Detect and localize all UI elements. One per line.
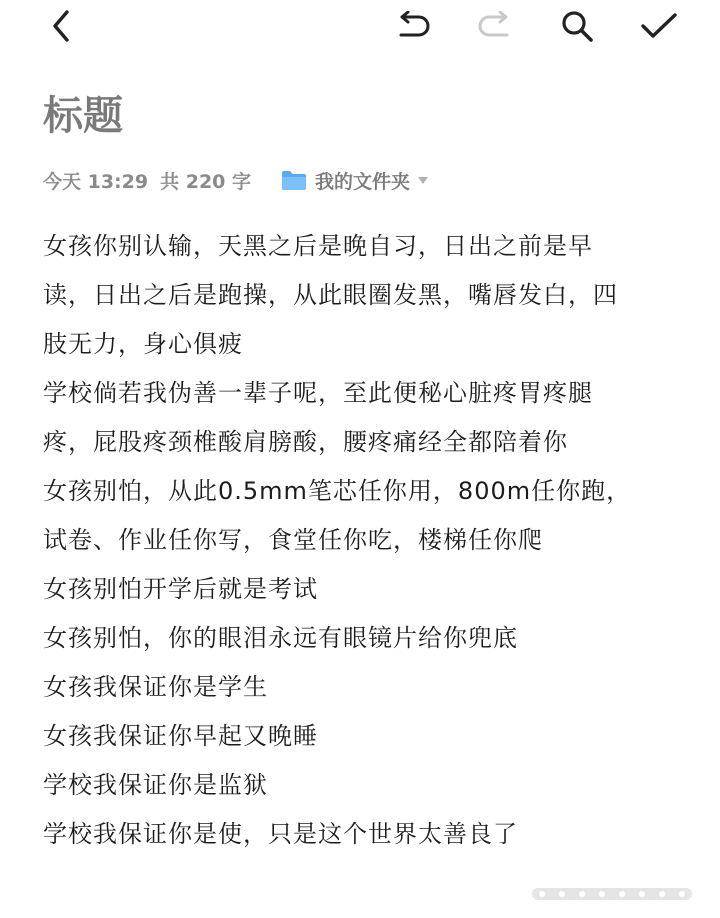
note-line: 女孩我保证你早起又晚睡 — [43, 722, 318, 750]
back-button[interactable] — [41, 6, 81, 46]
note-time: 今天 13:29 — [43, 170, 149, 193]
note-line: 女孩你别认输，天黑之后是晚自习，日出之前是早 — [43, 232, 593, 260]
note-line: 女孩别怕，你的眼泪永远有眼镜片给你兜底 — [43, 624, 518, 652]
note-line: 女孩别怕，从此0.5mm笔芯任你用，800m任你跑， — [43, 477, 632, 505]
note-body[interactable] — [43, 222, 683, 859]
note-line: 学校我保证你是使，只是这个世界太善良了 — [43, 820, 518, 848]
note-title[interactable]: 标题 — [43, 93, 123, 139]
note-meta — [43, 164, 428, 196]
chevron-left-icon — [50, 9, 72, 43]
note-line: 女孩别怕开学后就是考试 — [43, 575, 318, 603]
chevron-down-icon — [418, 177, 428, 184]
done-button[interactable] — [639, 6, 679, 46]
note-line: 肢无力，身心俱疲 — [43, 330, 243, 358]
note-line: 女孩我保证你是学生 — [43, 673, 268, 701]
watermark-dots-icon — [532, 884, 702, 904]
undo-icon — [395, 11, 431, 41]
word-count: 共 220 字 — [160, 170, 251, 193]
undo-button[interactable] — [393, 6, 433, 46]
checkmark-icon — [640, 11, 678, 41]
redo-button[interactable] — [475, 6, 515, 46]
folder-label: 我的文件夹 — [315, 170, 411, 193]
note-line: 读，日出之后是跑操，从此眼圈发黑，嘴唇发白，四 — [43, 281, 618, 309]
redo-icon — [477, 11, 513, 41]
search-icon — [559, 8, 595, 44]
note-line: 学校我保证你是监狱 — [43, 771, 268, 799]
toolbar — [0, 0, 720, 52]
note-line: 试卷、作业任你写，食堂任你吃，楼梯任你爬 — [43, 526, 543, 554]
folder-icon — [281, 169, 307, 191]
search-button[interactable] — [557, 6, 597, 46]
note-line: 疼，屁股疼颈椎酸肩膀酸，腰疼痛经全都陪着你 — [43, 428, 568, 456]
note-line: 学校倘若我伪善一辈子呢，至此便秘心脏疼胃疼腿 — [43, 379, 593, 407]
folder-selector[interactable] — [281, 167, 428, 194]
